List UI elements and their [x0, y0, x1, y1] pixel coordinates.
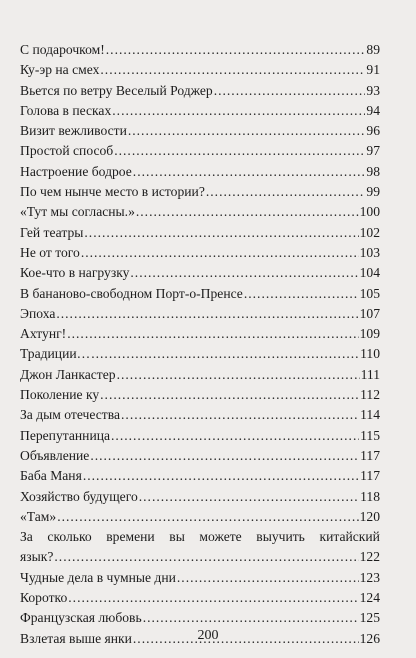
- toc-entry-title: В бананово-свободном Порт-о-Пренсе: [20, 285, 243, 301]
- toc-entry-title: Хозяйство будущего: [20, 488, 138, 504]
- toc-entry: [20, 243, 380, 263]
- dot-leader: [112, 101, 365, 121]
- toc-entry: [20, 344, 380, 364]
- toc-entry: [20, 466, 380, 486]
- toc-entry-page: 102: [359, 224, 380, 240]
- toc-entry: [20, 507, 380, 527]
- toc-entry-title: Кое-что в нагрузку: [20, 265, 130, 281]
- dot-leader: [139, 487, 359, 507]
- toc-entry: [20, 588, 380, 608]
- toc-entry-title: Эпоха: [20, 305, 56, 321]
- dot-leader: [83, 466, 359, 486]
- dot-leader: [57, 507, 358, 527]
- toc-entry-page: 117: [360, 447, 380, 463]
- dot-leader: [206, 182, 366, 202]
- toc-entry-title: За дым отечества: [20, 407, 121, 423]
- toc-entry-title: Коротко: [20, 590, 68, 606]
- toc-entry-page: 117: [360, 468, 380, 484]
- toc-word: сколько: [47, 529, 92, 545]
- toc-entry-title: Визит вежливости: [20, 123, 127, 139]
- toc-entry-title-line1: [20, 527, 380, 547]
- toc-entry: [20, 324, 380, 344]
- toc-entry-page: 118: [360, 488, 380, 504]
- toc-entry-page: 125: [359, 610, 380, 626]
- dot-leader: [133, 162, 366, 182]
- toc-entry-page: 115: [360, 427, 380, 443]
- table-of-contents: [20, 40, 380, 649]
- toc-entry: [20, 608, 380, 628]
- toc-entry-title: Джон Ланкастер: [20, 366, 116, 382]
- toc-entry-title: «Там»: [20, 508, 57, 524]
- dot-leader: [143, 608, 359, 628]
- toc-entry-page: 99: [366, 184, 380, 200]
- toc-entry-page: 124: [359, 590, 380, 606]
- toc-word: можете: [199, 529, 242, 545]
- toc-entry-title: Объявление: [20, 447, 90, 463]
- toc-entry: [20, 263, 380, 283]
- toc-entry-title: По чем нынче место в истории?: [20, 184, 205, 200]
- dot-leader: [128, 121, 366, 141]
- toc-entry: [20, 141, 380, 161]
- toc-entry-page: 105: [359, 285, 380, 301]
- toc-entry: [20, 162, 380, 182]
- toc-entry: [20, 568, 380, 588]
- toc-entry: [20, 365, 380, 385]
- toc-word: За: [20, 529, 33, 545]
- toc-entry-title: Гей театры: [20, 224, 84, 240]
- toc-entry-page: 104: [359, 265, 380, 281]
- toc-entry-page: 123: [359, 569, 380, 585]
- dot-leader: [90, 446, 359, 466]
- dot-leader: [56, 304, 358, 324]
- toc-entry-page: 97: [366, 143, 380, 159]
- toc-entry: [20, 223, 380, 243]
- dot-leader: [100, 60, 365, 80]
- toc-entry: [20, 101, 380, 121]
- dot-leader: [114, 141, 365, 161]
- toc-entry: [20, 426, 380, 446]
- toc-entry-title: Поколение ку: [20, 387, 100, 403]
- toc-entry-multiline: [20, 527, 380, 568]
- dot-leader: [214, 81, 366, 101]
- toc-entry-title: «Тут мы согласны.»: [20, 204, 135, 220]
- toc-word: выучить: [256, 529, 305, 545]
- toc-entry-page: 126: [359, 630, 380, 646]
- toc-entry-page: 89: [366, 42, 380, 57]
- dot-leader: [84, 223, 358, 243]
- dot-leader: [81, 243, 359, 263]
- dot-leader: [100, 385, 359, 405]
- toc-entry-title: Перепутанница: [20, 427, 111, 443]
- toc-entry: [20, 304, 380, 324]
- toc-entry-page: 110: [360, 346, 380, 362]
- toc-entry: [20, 202, 380, 222]
- dot-leader: [54, 547, 358, 567]
- toc-entry: [20, 182, 380, 202]
- toc-entry-title-line2: [20, 547, 380, 567]
- dot-leader: [177, 568, 359, 588]
- toc-entry-page: 100: [359, 204, 380, 220]
- toc-entry: [20, 385, 380, 405]
- toc-entry-title: Настроение бодрое: [20, 163, 132, 179]
- toc-entry-title: язык?: [20, 549, 54, 565]
- toc-entry-title: Французская любовь: [20, 610, 142, 626]
- toc-entry-page: 109: [359, 326, 380, 342]
- toc-entry-title: Традиции…: [20, 346, 91, 362]
- toc-entry: [20, 121, 380, 141]
- dot-leader: [67, 324, 358, 344]
- dot-leader: [244, 284, 359, 304]
- toc-entry: [20, 446, 380, 466]
- page-number: 200: [197, 628, 219, 643]
- toc-entry-page: 120: [359, 508, 380, 524]
- dot-leader: [130, 263, 358, 283]
- toc-entry-title: Вьется по ветру Веселый Роджер: [20, 82, 213, 98]
- toc-entry-page: 111: [360, 366, 380, 382]
- toc-entry-page: 94: [366, 102, 380, 118]
- toc-entry: [20, 60, 380, 80]
- toc-entry-page: 112: [360, 387, 380, 403]
- toc-entry: [20, 405, 380, 425]
- toc-entry-title: Ку-эр на смех: [20, 62, 100, 78]
- dot-leader: [121, 405, 359, 425]
- dot-leader: [106, 40, 366, 60]
- toc-entry-title: Простой способ: [20, 143, 114, 159]
- toc-entry: [20, 40, 380, 60]
- toc-entry-title: Чудные дела в чумные дни: [20, 569, 176, 585]
- dot-leader: [111, 426, 359, 446]
- toc-entry-title: Взлетая выше янки: [20, 630, 132, 646]
- toc-word: времени: [106, 529, 155, 545]
- toc-entry: [20, 81, 380, 101]
- toc-word: вы: [169, 529, 185, 545]
- toc-entry-page: 122: [359, 549, 380, 565]
- toc-entry-title: Голова в песках: [20, 102, 112, 118]
- toc-entry-title: Баба Маня: [20, 468, 82, 484]
- toc-entry: [20, 487, 380, 507]
- toc-entry-page: 91: [366, 62, 380, 78]
- toc-entry-title: Не от того: [20, 244, 80, 260]
- toc-entry: [20, 284, 380, 304]
- dot-leader: [91, 344, 359, 364]
- dot-leader: [136, 202, 359, 222]
- toc-entry-page: 93: [366, 82, 380, 98]
- dot-leader: [117, 365, 360, 385]
- toc-entry-page: 114: [360, 407, 380, 423]
- toc-entry-page: 103: [359, 244, 380, 260]
- toc-entry-page: 96: [366, 123, 380, 139]
- toc-entry-page: 98: [366, 163, 380, 179]
- toc-entry-title: Ахтунг!: [20, 326, 67, 342]
- toc-word: китайский: [319, 529, 380, 545]
- toc-entry-page: 107: [359, 305, 380, 321]
- toc-entry-title: С подарочком!: [20, 42, 105, 57]
- dot-leader: [68, 588, 358, 608]
